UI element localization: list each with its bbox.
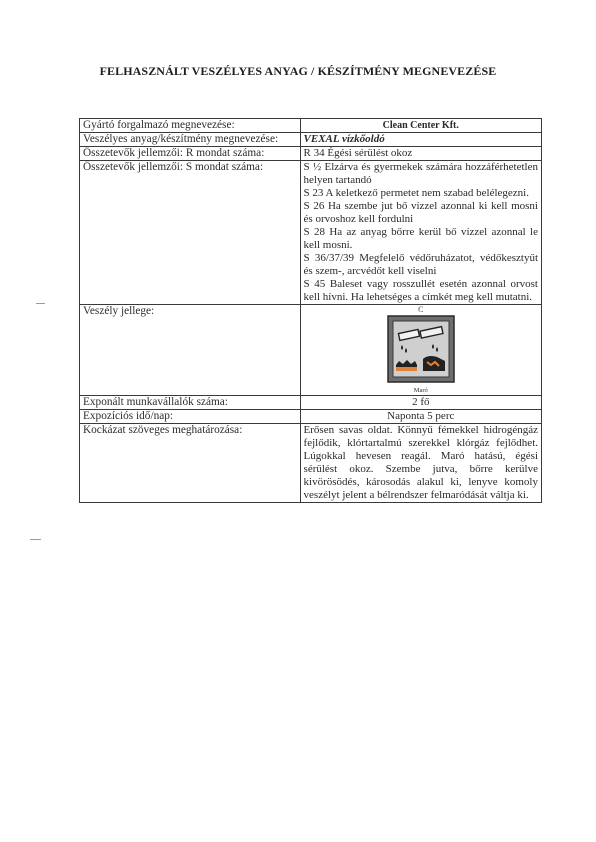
row-workers (80, 396, 542, 410)
row-risk (80, 424, 542, 503)
row-s-phrases (80, 161, 542, 305)
r-phrase-value: R 34 Égési sérülést okoz (300, 147, 541, 161)
row-r-phrase (80, 147, 542, 161)
workers-label: Exponált munkavállalók száma: (80, 396, 301, 410)
hazard-value (300, 305, 541, 396)
margin-mark (36, 303, 45, 304)
s-phrases-label: Összetevők jellemzői: S mondat száma: (80, 161, 301, 305)
page-title: FELHASZNÁLT VESZÉLYES ANYAG / KÉSZÍTMÉNY MEGNEVEZÉSE (99, 64, 497, 78)
margin-mark (30, 539, 41, 540)
row-manufacturer (80, 119, 542, 133)
row-product (80, 133, 542, 147)
product-label: Veszélyes anyag/készítmény megnevezése: (80, 133, 301, 147)
risk-label: Kockázat szöveges meghatározása: (80, 424, 301, 503)
s-phrase-item: S 23 A keletkező permetet nem szabad belélegezni. (303, 187, 529, 199)
manufacturer-label: Gyártó forgalmazó megnevezése: (80, 119, 301, 133)
product-value: VEXAL vízkőoldó (300, 133, 541, 147)
hazard-symbol-letter: C (418, 305, 424, 314)
s-phrases-value (300, 161, 541, 305)
hazard-label: Veszély jellege: (80, 305, 301, 396)
hazardous-material-table (79, 118, 542, 503)
r-phrase-label: Összetevők jellemzői: R mondat száma: (80, 147, 301, 161)
manufacturer-value: Clean Center Kft. (300, 119, 541, 133)
workers-value: 2 fő (300, 396, 541, 410)
s-phrase-item: S 28 Ha az anyag bőrre kerül bő vízzel azonnal le kell mosni. (303, 226, 538, 251)
s-phrase-item: S 45 Baleset vagy rosszullét esetén azonnal orvost kell hívni. Ha lehetséges a címkét meg kell mutatni. (303, 278, 538, 303)
corrosive-pictogram-icon (387, 315, 455, 383)
hazard-symbol-caption: Maró (413, 387, 428, 394)
risk-value: Erősen savas oldat. Könnyű fémekkel hidrogéngáz fejlődik, klórtartalmú szerekkel klórgáz fejlődhet. Lúgokkal hevesen reagál. Maró hatású, égési sérülést okoz. Szembe jutva, bőrre kerülve kivörösödés, károsodás alakul ki, lenyve komoly veszélyt jelent a bélrendszer felmaródását váltja ki. (300, 424, 541, 503)
row-exposure (80, 410, 542, 424)
exposure-value: Naponta 5 perc (300, 410, 541, 424)
exposure-label: Expozíciós idő/nap: (80, 410, 301, 424)
s-phrase-item: S ½ Elzárva és gyermekek számára hozzáférhetetlen helyen tartandó (303, 161, 538, 186)
s-phrase-item: S 36/37/39 Megfelelő védőruházatot, védőkesztyűt és szem-, arcvédőt kell viselni (303, 252, 538, 277)
row-hazard (80, 305, 542, 396)
s-phrase-item: S 26 Ha szembe jut bő vízzel azonnal ki kell mosni és orvoshoz kell fordulni (303, 200, 538, 225)
